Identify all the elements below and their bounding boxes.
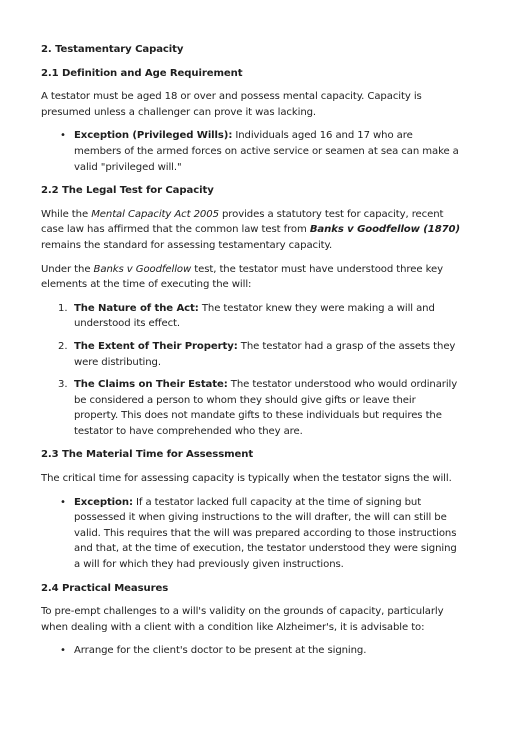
bullet-list-privileged-wills: [41, 128, 461, 175]
paragraph-age-requirement: A testator must be aged 18 or over and possess mental capacity. Capacity is presumed unless a challenger can prove it was lacking.: [41, 91, 422, 118]
list-number: 1.: [58, 302, 68, 314]
list-item: [41, 128, 461, 175]
italic-act-name: Mental Capacity Act 2005: [91, 208, 219, 220]
section-heading-testamentary-capacity: 2. Testamentary Capacity: [41, 44, 184, 55]
paragraph-practical-measures: To pre-empt challenges to a will's validity on the grounds of capacity, particularly when dealing with a client with a condition like Alzheimer's, it is advisable to:: [41, 606, 444, 633]
case-name-banks-v-goodfellow: Banks v Goodfellow (1870): [309, 224, 460, 236]
bullet-icon: •: [60, 496, 66, 508]
bullet-text: Arrange for the client's doctor to be present at the signing.: [74, 645, 367, 657]
bullet-icon: •: [60, 645, 66, 657]
subsection-heading-2-3: 2.3 The Material Time for Assessment: [41, 449, 254, 461]
list-number: 3.: [58, 379, 68, 391]
bullet-bold-label: Exception:: [74, 496, 133, 508]
list-item: [41, 643, 461, 659]
paragraph-three-elements: [41, 262, 461, 293]
text-run: provides a statutory test for capacity, recent case law has affirmed that the common law test from: [41, 208, 444, 236]
item-bold-label: The Extent of Their Property:: [74, 340, 238, 352]
text-run: test, the testator must have understood three key elements at the time of executing the will:: [41, 263, 443, 291]
italic-case-name: Banks v Goodfellow: [93, 263, 192, 275]
item-bold-label: The Nature of the Act:: [74, 302, 199, 314]
subsection-heading-2-2: 2.2 The Legal Test for Capacity: [41, 185, 214, 197]
bullet-icon: •: [60, 130, 66, 142]
bullet-text: Individuals aged 16 and 17 who are members of the armed forces on active service or seamen at sea can make a valid "privileged will.": [74, 130, 459, 173]
paragraph-legal-test: [41, 207, 461, 254]
text-run: While the: [41, 208, 92, 220]
bullet-bold-label: Exception (Privileged Wills):: [74, 130, 233, 142]
text-run: remains the standard for assessing testamentary capacity.: [41, 239, 333, 251]
numbered-list-elements: [41, 301, 461, 440]
text-run: Under the: [41, 263, 94, 275]
item-bold-label: The Claims on Their Estate:: [74, 379, 228, 391]
list-item: [41, 495, 461, 573]
bullet-text: If a testator lacked full capacity at the time of signing but possessed it when giving instructions to the will drafter, the will can still be valid. This requires that the will was prepared according to those instructions and that, at the time of execution, the testator understood they were signing a will for which they had previously given instructions.: [74, 496, 457, 571]
list-item: [41, 301, 461, 332]
bullet-list-exception: [41, 495, 461, 573]
subsection-heading-2-1: 2.1 Definition and Age Requirement: [41, 67, 243, 79]
item-text: The testator had a grasp of the assets they were distributing.: [74, 340, 456, 368]
subsection-heading-2-4: 2.4 Practical Measures: [41, 582, 169, 594]
item-text: The testator knew they were making a will and understood its effect.: [74, 302, 435, 330]
list-item: [41, 377, 461, 439]
item-text: The testator understood who would ordinarily be considered a person to whom they should give gifts or leave their property. This does not mandate gifts to these individuals but requires the testator to have comprehended who they are.: [74, 379, 458, 437]
list-item: [41, 339, 461, 370]
list-number: 2.: [58, 340, 68, 352]
bullet-list-practical: [41, 643, 461, 659]
paragraph-material-time: The critical time for assessing capacity is typically when the testator signs the will.: [41, 473, 452, 485]
document-page: [41, 42, 461, 667]
